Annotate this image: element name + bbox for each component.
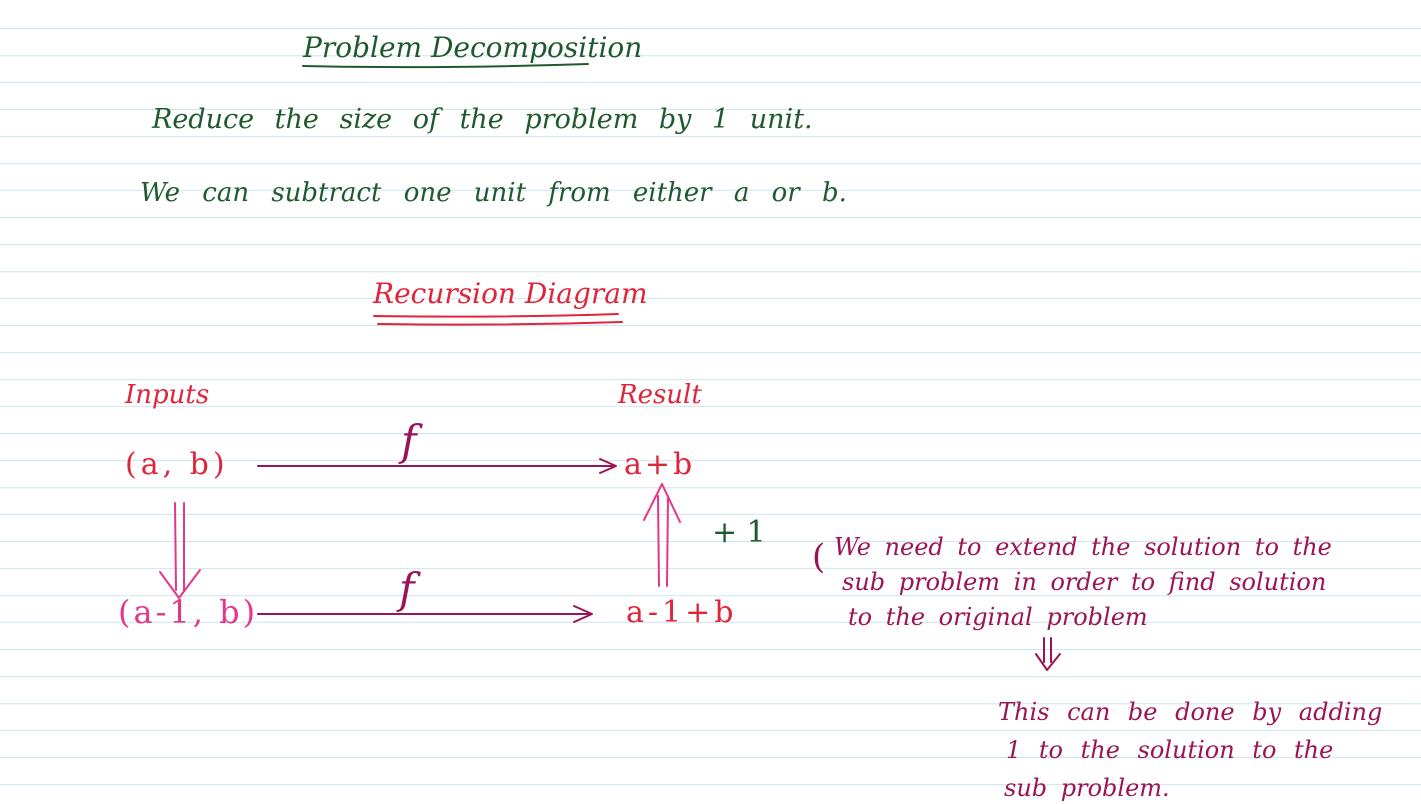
label-plus-one: + 1 — [712, 515, 766, 550]
heading-recursion-diagram: Recursion Diagram — [373, 277, 648, 310]
heading-problem-decomposition: Problem Decomposition — [303, 31, 643, 64]
conclusion-line-3: sub problem. — [1004, 774, 1170, 802]
note-line-2: sub problem in order to find solution — [842, 568, 1327, 596]
node-subinput-a-minus-1-b: (a-1, b) — [118, 593, 259, 631]
node-subresult-a-minus-1-plus-b: a-1+b — [626, 595, 738, 630]
node-input-a-b: (a, b) — [125, 447, 229, 482]
text-reduce-size: Reduce the size of the problem by 1 unit. — [152, 104, 813, 135]
underline-recursion-2 — [378, 322, 622, 325]
underline-recursion-1 — [374, 314, 618, 317]
function-label-bottom: f — [399, 564, 415, 613]
double-up-arrow-head — [644, 484, 680, 522]
double-up-arrow-left — [658, 496, 659, 586]
label-result: Result — [618, 380, 702, 410]
underline-problem-decomposition — [303, 64, 588, 67]
conclusion-line-2: 1 to the solution to the — [1006, 736, 1334, 764]
arrow-bottom-head — [574, 606, 592, 622]
note-line-1: We need to extend the solution to the — [834, 533, 1332, 561]
note-open-paren: ( — [812, 537, 826, 577]
note-line-3: to the original problem — [848, 603, 1148, 631]
node-result-a-plus-b: a+b — [624, 447, 696, 482]
double-down-arrow-left — [175, 503, 176, 590]
conclusion-line-1: This can be done by adding — [998, 698, 1383, 726]
label-inputs: Inputs — [125, 380, 210, 410]
arrow-top-head — [600, 459, 616, 473]
double-up-arrow-right — [667, 496, 668, 586]
function-label-top: f — [401, 416, 417, 465]
text-subtract-unit: We can subtract one unit from either a or b. — [140, 178, 847, 208]
note-down-arrow-head — [1036, 654, 1060, 670]
